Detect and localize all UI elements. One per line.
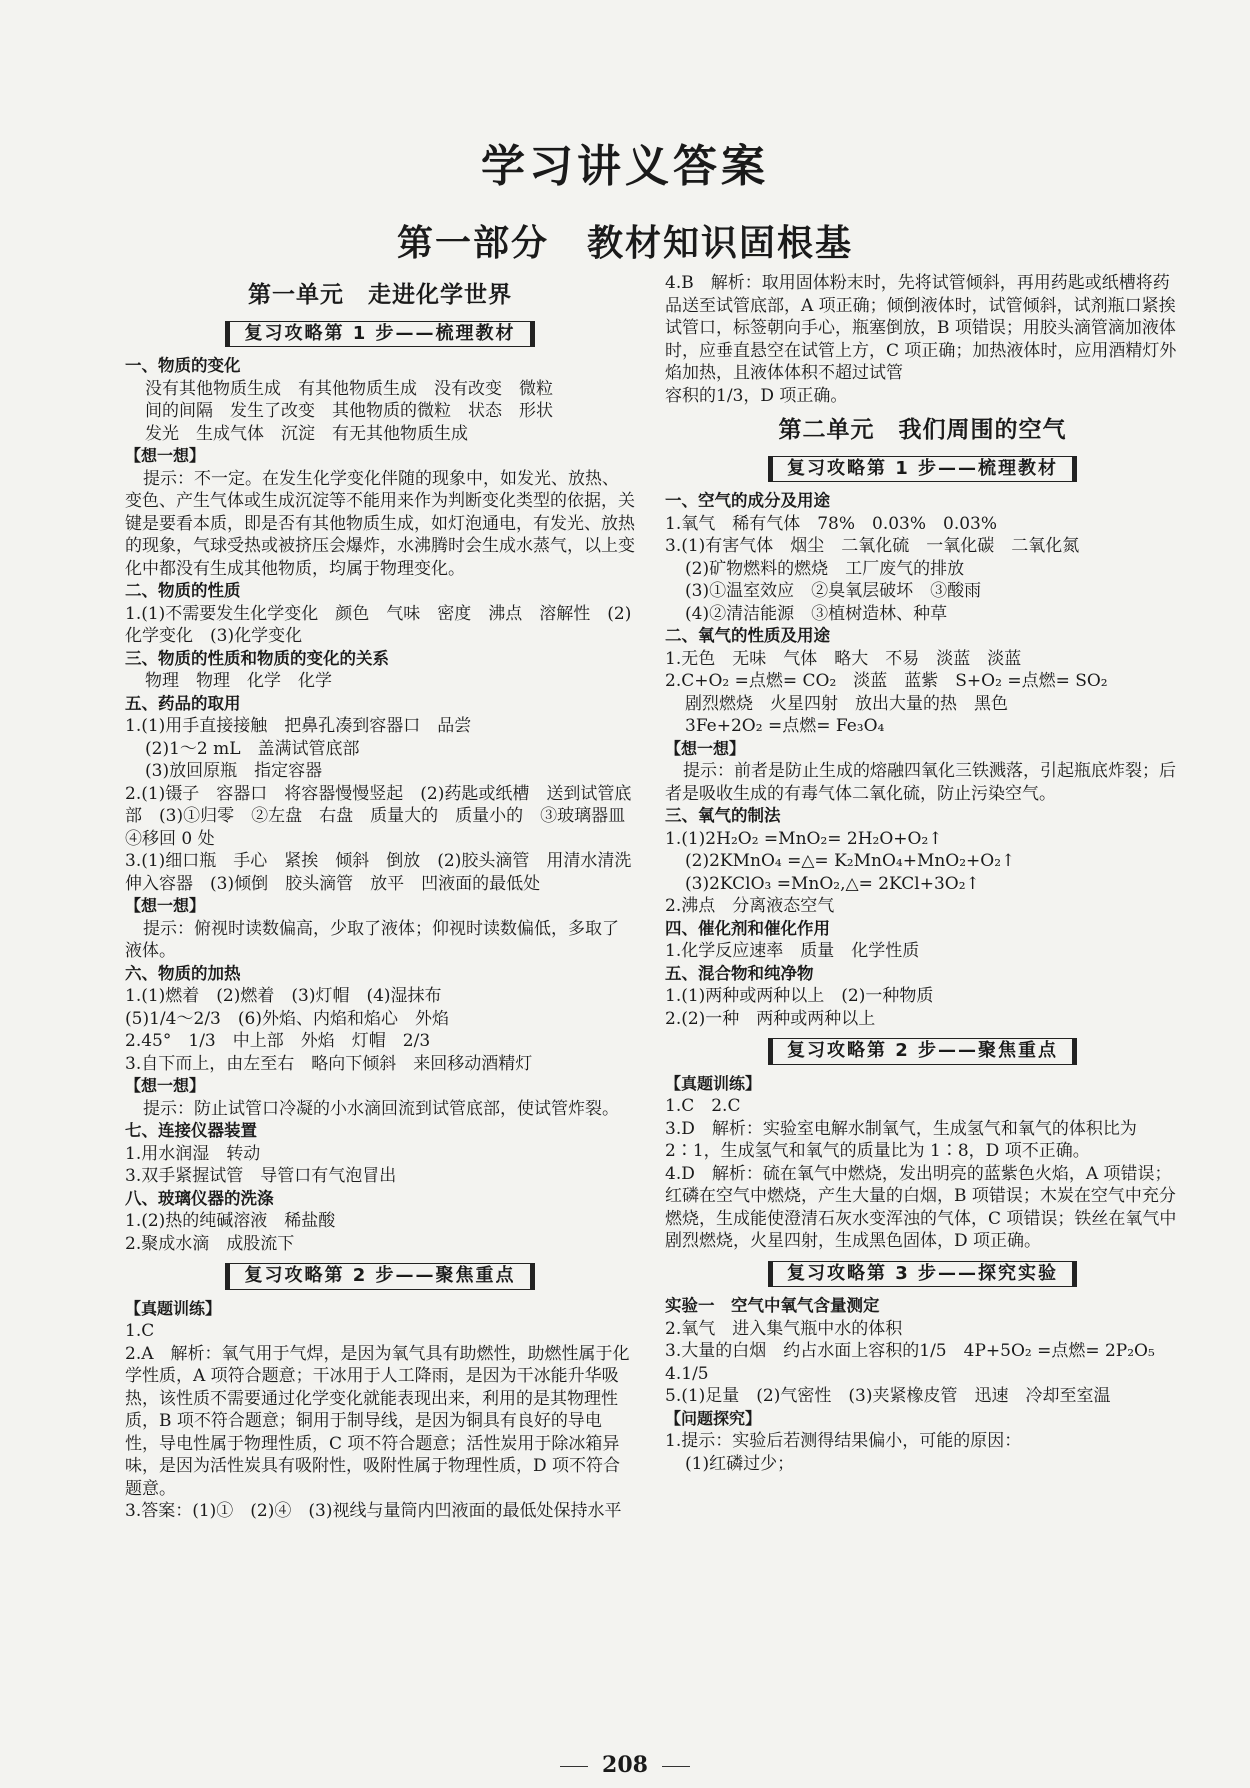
main-title: 学习讲义答案 [481,141,769,192]
answer-line: 3.(1)有害气体 烟尘 二氧化硫 一氧化碳 二氧化氮 [665,536,1080,556]
equation-line: (2)2KMnO₄ =△= K₂MnO₄+MnO₂+O₂↑ [685,851,1016,871]
answer-line: 1.化学反应速率 质量 化学性质 [665,941,920,961]
answer-line: 4.B 解析：取用固体粉末时，先将试管倾斜，再用药匙或纸槽将药品送至试管底部，A 项正确；倾倒液体时，试管倾斜，试剂瓶口紧挨试管口，标签朝向手心，瓶塞倒放，B 项错误；用胶头滴管滴加液体时，应垂直悬空在试管上方，C 项正确；加热液体时，应用酒精灯外焰加热，且液体体积不超过试管 [665,273,1177,383]
answer-line: 3.大量的白烟 约占水面上容积的1/5 4P+5O₂ =点燃= 2P₂O₅ [665,1341,1155,1361]
answer-line: 5.(1)足量 (2)气密性 (3)夹紧橡皮管 迅速 冷却至室温 [665,1386,1111,1406]
part-title: 第一部分 教材知识固根基 [396,223,853,264]
answer-line: 2.(1)镊子 容器口 将容器慢慢竖起 (2)药匙或纸槽 送到试管底部 (3)①归零 ②左盘 右盘 质量大的 质量小的 ③玻璃器皿 ④移回 0 处 [125,783,643,849]
answer-line: 1.氧气 稀有气体 78% 0.03% 0.03% [665,513,998,534]
section-heading: 二、物质的性质 [125,581,241,600]
fraction-num: 2 [193,1008,205,1029]
fraction-num: 1 [149,1008,160,1029]
step-banner [665,1038,1180,1065]
answer-line: (1)红磷过少； [685,1453,795,1474]
answer-line: 1.(2)热的纯碱溶液 稀盐酸 [125,1211,336,1231]
answer-line: 剧烈燃烧 火星四射 放出大量的热 黑色 [685,693,1008,714]
section-heading: 四、催化剂和催化作用 [665,918,830,938]
answer-line: 3.双手紧握试管 导管口有气泡冒出 [125,1166,397,1186]
fraction-den: 3 [732,385,744,406]
answer-line: 2.聚成水滴 成股流下 [125,1233,295,1254]
fraction-den: 3 [419,1031,431,1051]
equation-line: 2.C+O₂ =点燃= CO₂ 淡蓝 蓝紫 S+O₂ =点燃= SO₂ [665,671,1108,691]
section-heading: 七、连接仪器装置 [125,1121,257,1140]
step-banner [665,1261,1180,1288]
answer-line: 1.提示：实验后若测得结果偏小，可能的原因： [665,1431,1022,1451]
hint-text: 提示：防止试管口冷凝的小水滴回流到试管底部，使试管炸裂。 [143,1098,619,1119]
answer-text: 中上部 外焰 灯帽 [232,1031,386,1051]
section-heading: 三、物质的性质和物质的变化的关系 [125,648,389,668]
answer-line: 2.(2)一种 两种或两种以上 [665,1008,876,1029]
answer-line: 1.(1)不需要发生化学变化 颜色 气味 密度 沸点 溶解性 (2)化学变化 (3)化学变化 [125,603,632,646]
answer-text: 容积的 [665,385,716,406]
think-tag: 【想一想】 [125,446,206,465]
answer-line: 物理 物理 化学 化学 [145,671,332,691]
section-heading: 一、物质的变化 [125,356,241,375]
equation-line: (3)2KClO₃ =MnO₂,△= 2KCl+3O₂↑ [685,873,980,894]
answer-line: 1.C 2.C [665,1096,741,1116]
page-number: 208 [0,1752,1250,1778]
answer-line: (4)②清洁能源 ③植树造林、种草 [685,603,948,624]
train-tag: 【真题训练】 [665,1073,762,1093]
section-heading: 八、玻璃仪器的洗涤 [125,1188,274,1208]
answer-line: 容积的1/3，D 项正确。 [665,385,848,406]
answer-line: 2.45° 1/3 中上部 外焰 灯帽 2/3 [125,1031,431,1051]
answer-line: 1.(1)两种或两种以上 (2)一种物质 [665,986,934,1006]
answer-line: (5)1/4～2/3 (6)外焰、内焰和焰心 外焰 [125,1008,449,1029]
answer-text: 4. [665,1363,682,1384]
hint-text: 提示：前者是防止生成的熔融四氧化三铁溅落，引起瓶底炸裂；后者是吸收生成的有毒气体二氧化硫，防止污染空气。 [665,761,1176,804]
answer-line: (2)矿物燃料的燃烧 工厂废气的排放 [685,558,965,579]
step-label: 复习攻略第 3 步——探究实验 [768,1261,1077,1288]
step-label: 复习攻略第 2 步——聚焦重点 [768,1038,1077,1065]
answer-line: 发光 生成气体 沉淀 有无其他物质生成 [145,423,468,444]
answer-line: 间的间隔 发生了改变 其他物质的微粒 状态 形状 [145,401,553,421]
section-heading: 一、空气的成分及用途 [665,491,830,510]
fraction-den: 3 [204,1031,216,1051]
answer-line: 2.A 解析：氧气用于气焊，是因为氧气具有助燃性，助燃性属于化学性质，A 项符合题意；干冰用于人工降雨，是因为干冰能升华吸热，该性质不需要通过化学变化就能表现出来，利用的是其物理性质，B 项不符合题意；铜用于制导线，是因为铜具有良好的导电性，导电性属于物理性质，C 项不符合题意；活性炭用于除冰箱异味，是因为活性炭具有吸附性，吸附性属于物理性质，D 项不符合题意。 [125,1343,630,1499]
think-tag: 【想一想】 [125,1076,206,1095]
section-heading: 五、药品的取用 [125,693,241,713]
think-tag: 【想一想】 [125,896,206,915]
answer-line: 3.D 解析：实验室电解水制氧气，生成氢气和氧气的体积比为 2∶1，生成氢气和氧气的质量比为 1∶8，D 项不正确。 [665,1118,1137,1161]
answer-line: 3.答案：(1)① (2)④ (3)视线与量筒内凹液面的最低处保持水平 [125,1501,622,1521]
answer-line: 1.(1)用手直接接触 把鼻孔凑到容器口 品尝 [125,716,472,736]
left-column [125,278,649,1523]
hint-text: 提示：不一定。在发生化学变化伴随的现象中，如发光、放热、变色、产生气体或生成沉淀等不能用来作为判断变化类型的依据，关键是要看本质，即是否有其他物质生成，如灯泡通电，有发光、放热的现象，气球受热或被挤压会爆炸，水沸腾时会生成水蒸气，以上变化中都没有生成其他物质，均属于物理变化。 [125,468,635,579]
answer-line: 没有其他物质生成 有其他物质生成 没有改变 微粒 [145,378,553,399]
answer-text: 2.45° [125,1031,172,1051]
fraction-num: 1 [188,1031,200,1051]
fraction-den: 4 [165,1008,177,1029]
section-heading: 六、物质的加热 [125,963,241,983]
fraction-den: 5 [697,1363,709,1384]
fraction-num: 2 [402,1031,414,1051]
answer-line: (3)放回原瓶 指定容器 [145,761,323,781]
answer-line: 3.自下而上，由左至右 略向下倾斜 来回移动酒精灯 [125,1053,533,1074]
fraction-num: 1 [716,385,727,406]
fraction-num: 1 [919,1341,931,1361]
answer-line: 2.氧气 进入集气瓶中水的体积 [665,1318,903,1339]
step-banner [125,1263,635,1290]
equation-text: 4P+5O₂ =点燃= 2P₂O₅ [963,1341,1155,1361]
think-tag: 【想一想】 [665,738,746,758]
fraction-den: 3 [210,1008,221,1029]
answer-line: 4.D 解析：硫在氧气中燃烧，发出明亮的蓝紫色火焰，A 项错误；红磷在空气中燃烧，产生大量的白烟，B 项错误；木炭在空气中充分燃烧，生成能使澄清石灰水变浑浊的气体，C 项错误；铁丝在氧气中剧烈燃烧，火星四射，生成黑色固体，D 项正确。 [665,1163,1177,1251]
answer-line: 1.C [125,1321,155,1341]
answer-line: 4.1/5 [665,1363,709,1384]
fraction-num: 1 [681,1363,693,1384]
answer-text: 3.大量的白烟 约占水面上容积的 [665,1341,920,1361]
answer-line: 2.沸点 分离液态空气 [665,896,835,916]
hint-text: 提示：俯视时读数偏高，少取了液体；仰视时读数偏低，多取了液体。 [125,918,619,961]
answer-line: 1.用水润湿 转动 [125,1143,261,1164]
unit-title: 第二单元 我们周围的空气 [778,417,1067,443]
answer-text: (5) [125,1008,150,1029]
section-heading: 二、氧气的性质及用途 [665,626,830,645]
step-label: 复习攻略第 2 步——聚焦重点 [225,1263,534,1290]
section-heading: 五、混合物和纯净物 [665,963,814,983]
answer-line: 1.无色 无味 气体 略大 不易 淡蓝 淡蓝 [665,648,1022,669]
answer-line: 3.(1)细口瓶 手心 紧挨 倾斜 倒放 (2)胶头滴管 用清水清洗 伸入容器 (3)倾倒 胶头滴管 放平 凹液面的最低处 [125,851,649,894]
answer-text: (6)外焰、内焰和焰心 外焰 [237,1008,449,1029]
step-banner [665,456,1180,483]
unit-title: 第一单元 走进化学世界 [248,282,512,308]
step-banner [125,321,635,348]
step-label: 复习攻略第 1 步——梳理教材 [768,456,1077,483]
fraction-den: 5 [935,1341,947,1361]
step-label: 复习攻略第 1 步——梳理教材 [225,321,534,348]
section-heading: 三、氧气的制法 [665,806,781,825]
train-tag: 【真题训练】 [125,1298,222,1318]
equation-line: 1.(1)2H₂O₂ =MnO₂= 2H₂O+O₂↑ [665,828,943,849]
answer-line: (2)1～2 mL 盖满试管底部 [145,738,360,759]
answer-text: ，D 项正确。 [743,385,848,406]
equation-line: 3Fe+2O₂ =点燃= Fe₃O₄ [685,716,885,736]
right-column [665,272,1180,1475]
answer-line: (3)①温室效应 ②臭氧层破坏 ③酸雨 [685,581,982,601]
problem-tag: 【问题探究】 [665,1408,762,1428]
section-heading: 实验一 空气中氧气含量测定 [665,1296,880,1315]
answer-line: 1.(1)燃着 (2)燃着 (3)灯帽 (4)湿抹布 [125,986,442,1006]
